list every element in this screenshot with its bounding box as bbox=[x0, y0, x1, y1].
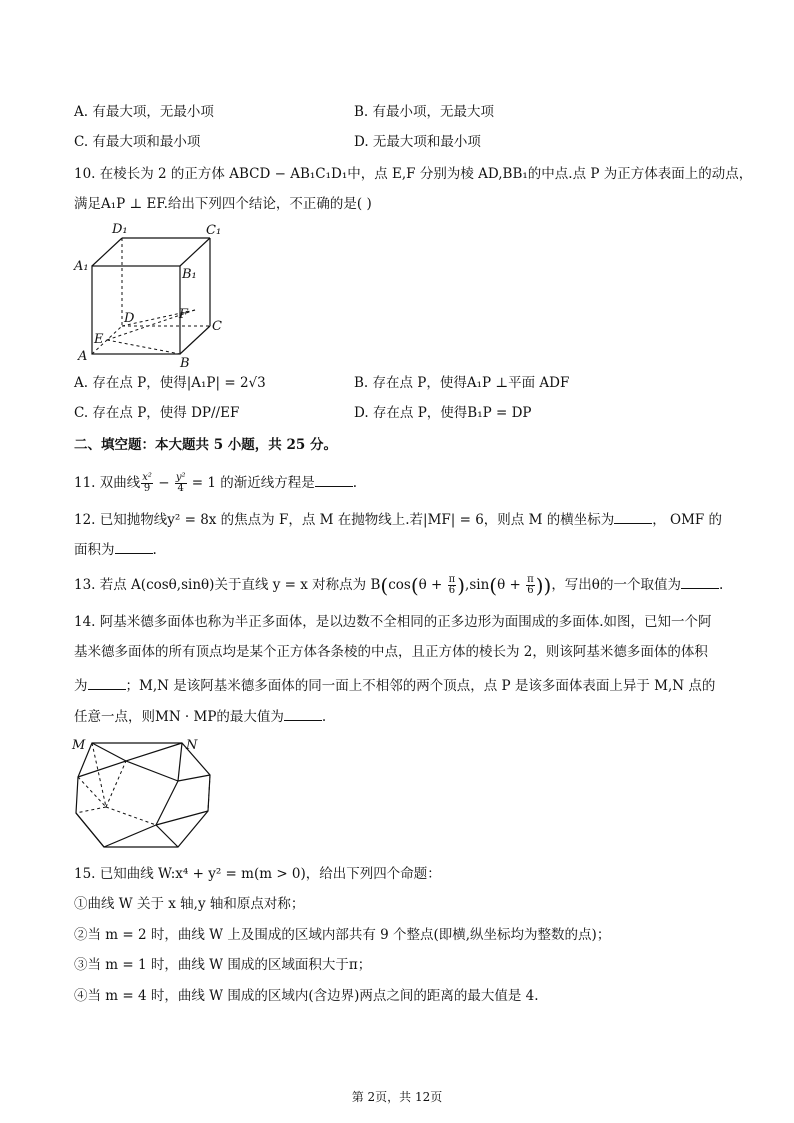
polyhedron-figure bbox=[70, 735, 220, 853]
q12-line2: 面积为 . bbox=[74, 539, 157, 560]
q9-option-d: D. 无最大项和最小项 bbox=[354, 134, 481, 150]
answer-blank bbox=[115, 539, 153, 554]
label-a1: A₁ bbox=[74, 259, 89, 274]
q11: 11. 双曲线 $\frac{\text{x²}}{9}$ − $\frac{\text{y²}}{4}$ = 1 的渐近线方程是 . bbox=[74, 472, 358, 494]
label-d1: D₁ bbox=[112, 222, 128, 237]
q14-line1: 14. 阿基米德多面体也称为半正多面体，是以边数不全相同的正多边形为面围成的多面体.如图，已知一个阿 bbox=[74, 614, 712, 630]
q15-prop1: ①曲线 W 关于 x 轴,y 轴和原点对称； bbox=[74, 896, 305, 912]
cube-figure bbox=[72, 222, 232, 372]
section-heading: 二、填空题：本大题共 5 小题，共 25 分。 bbox=[74, 437, 337, 453]
q10-option-b: B. 存在点 P，使得A₁P ⊥平面 ADF bbox=[354, 375, 570, 391]
label-c1: C₁ bbox=[206, 223, 222, 238]
q15-stem: 15. 已知曲线 W:x⁴ + y² = m(m > 0)，给出下列四个命题： bbox=[74, 866, 441, 882]
q15-prop4: ④当 m = 4 时，曲线 W 围成的区域内(含边界)两点之间的距离的最大值是 4. bbox=[74, 988, 539, 1004]
label-c: C bbox=[212, 319, 222, 334]
label-f: F bbox=[179, 307, 189, 322]
q12-line1: 12. 已知抛物线y² = 8x 的焦点为 F，点 M 在抛物线上.若|MF| = 6，则点 M 的横坐标为 ， OMF 的 bbox=[74, 509, 722, 530]
page-footer: 第 2页，共 12页 bbox=[351, 1090, 443, 1104]
q10-option-d: D. 存在点 P，使得B₁P = DP bbox=[354, 405, 532, 421]
q9-option-c: C. 有最大项和最小项 bbox=[74, 134, 201, 150]
q13: 13. 若点 A(cosθ,sinθ)关于直线 y = x 对称点为 B(cos(θ + $\frac{\pi}{6}$ ),sin(θ + $\frac{\pi}{6}$ ))，写出θ的一个取值为 . bbox=[74, 573, 724, 598]
answer-blank bbox=[284, 706, 322, 721]
label-b: B bbox=[180, 356, 190, 371]
q9-option-b: B. 有最小项，无最大项 bbox=[354, 104, 495, 120]
label-b1: B₁ bbox=[182, 267, 197, 282]
q9-option-a: A. 有最大项，无最小项 bbox=[74, 104, 214, 120]
q14-line3: 为 ；M,N 是该阿基米德多面体的同一面上不相邻的两个顶点，点 P 是该多面体表面上异于 M,N 点的 bbox=[74, 675, 715, 696]
answer-blank bbox=[681, 574, 719, 589]
q10-stem-line2: 满足A₁P ⊥ EF.给出下列四个结论，不正确的是( ) bbox=[74, 196, 372, 212]
q10-option-a: A. 存在点 P，使得|A₁P| = 2√3 bbox=[74, 375, 266, 391]
q15-prop3: ③当 m = 1 时，曲线 W 围成的区域面积大于π； bbox=[74, 957, 372, 973]
q10-option-c: C. 存在点 P，使得 DP//EF bbox=[74, 405, 240, 421]
q14-line2: 基米德多面体的所有顶点均是某个正方体各条棱的中点，且正方体的棱长为 2，则该阿基米德多面体的体积 bbox=[74, 644, 708, 660]
q10-stem-line1: 10. 在棱长为 2 的正方体 ABCD − AB₁C₁D₁中，点 E,F 分别为棱 AD,BB₁的中点.点 P 为正方体表面上的动点， bbox=[74, 166, 753, 182]
q15-prop2: ②当 m = 2 时，曲线 W 上及围成的区域内部共有 9 个整点(即横,纵坐标均为整数的点)； bbox=[74, 927, 611, 943]
label-n: N bbox=[186, 738, 198, 753]
answer-blank bbox=[315, 472, 353, 487]
label-a: A bbox=[78, 349, 88, 364]
label-m: M bbox=[72, 738, 86, 753]
label-e: E bbox=[94, 332, 104, 347]
label-d: D bbox=[124, 311, 135, 326]
answer-blank bbox=[614, 509, 652, 524]
answer-blank bbox=[88, 675, 126, 690]
q14-line4: 任意一点，则MN · MP的最大值为 . bbox=[74, 706, 326, 727]
